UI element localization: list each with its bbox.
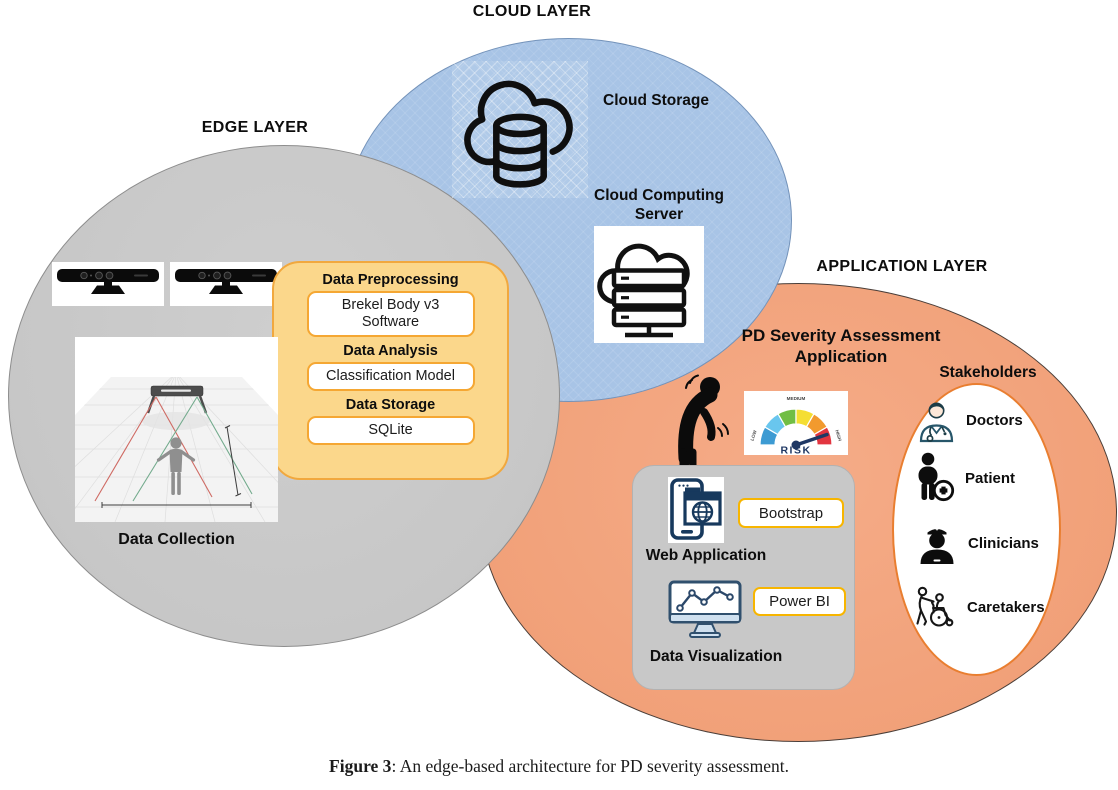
risk-high-label: HIGH xyxy=(834,429,843,442)
clinician-icon xyxy=(916,520,958,566)
stakeholder-patient xyxy=(913,452,1015,504)
application-layer-title: APPLICATION LAYER xyxy=(816,258,988,275)
preprocessing-title: Data Preprocessing xyxy=(322,272,459,288)
powerbi-chip: Power BI xyxy=(753,587,846,616)
edge-layer-title: EDGE LAYER xyxy=(201,119,309,136)
stakeholder-label: Doctors xyxy=(966,411,1023,429)
bootstrap-chip: Bootstrap xyxy=(738,498,844,528)
patient-icon xyxy=(913,452,955,504)
preprocessing-tool-chip: Brekel Body v3 Software xyxy=(307,291,475,337)
analysis-title: Data Analysis xyxy=(343,343,438,360)
cloud-database-icon xyxy=(452,61,588,198)
cloud-server-icon xyxy=(594,226,704,343)
pd-app-title: PD Severity Assessment Application xyxy=(741,326,941,367)
figure-caption xyxy=(0,756,1118,777)
data-visualization-label: Data Visualization xyxy=(649,648,783,665)
stakeholder-label: Caretakers xyxy=(967,598,1045,616)
kinect-sensor-icon xyxy=(170,262,282,306)
risk-low-label: LOW xyxy=(749,429,758,442)
storage-title: Data Storage xyxy=(345,397,436,414)
kinect-sensor-icon xyxy=(52,262,164,306)
stakeholder-doctors xyxy=(916,397,1023,443)
cloud-computing-server-label: Cloud Computing Server xyxy=(594,187,724,223)
web-application-label: Web Application xyxy=(645,547,767,564)
data-collection-label: Data Collection xyxy=(118,531,235,548)
stakeholder-label: Clinicians xyxy=(968,534,1039,552)
cloud-storage-label: Cloud Storage xyxy=(603,92,709,109)
analysis-tool-chip: Classification Model xyxy=(307,362,475,391)
cloud-layer-title: CLOUD LAYER xyxy=(472,3,592,20)
caption-text: : An edge-based architecture for PD severity assessment. xyxy=(391,756,789,776)
hunched-person-icon xyxy=(670,374,734,468)
caretaker-icon xyxy=(911,584,957,630)
stakeholders-title: Stakeholders xyxy=(939,364,1037,381)
edge-pipeline-panel xyxy=(272,261,509,480)
mobile-browser-icon xyxy=(668,477,724,543)
storage-tool-chip: SQLite xyxy=(307,416,475,445)
motion-capture-scene xyxy=(75,337,278,522)
caption-label: Figure 3 xyxy=(329,756,392,776)
risk-gauge-icon xyxy=(744,391,848,455)
risk-medium-label: MEDIUM xyxy=(786,396,806,401)
stakeholder-label: Patient xyxy=(965,469,1016,487)
stakeholder-caretakers xyxy=(911,584,1045,630)
stakeholder-clinicians xyxy=(916,520,1039,566)
doctor-icon xyxy=(916,397,956,443)
risk-label: RISK xyxy=(780,444,812,455)
chart-monitor-icon xyxy=(668,580,742,642)
